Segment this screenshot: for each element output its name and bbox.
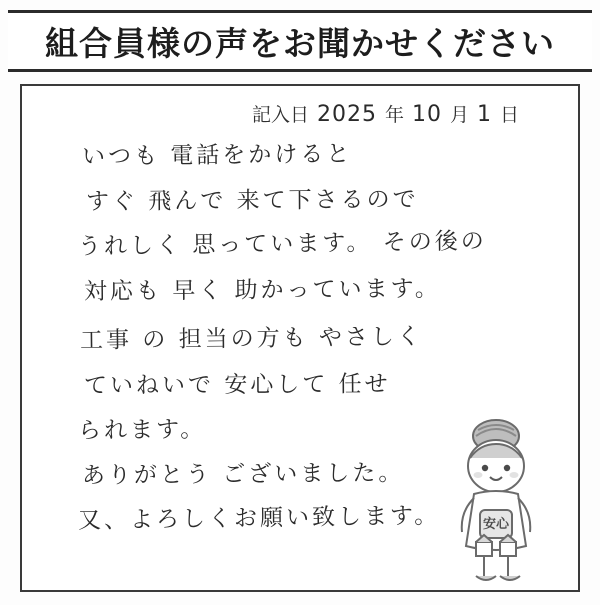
message-line: 又、よろしくお願い致します。 — [77, 502, 441, 534]
page-title: 組合員様の声をお聞かせください — [45, 23, 555, 63]
date-month-value[interactable]: 10 — [412, 102, 443, 127]
date-day-value[interactable]: 1 — [477, 102, 493, 127]
header-banner — [8, 10, 592, 72]
date-day-unit: 日 — [500, 104, 520, 126]
date-label: 記入日 — [252, 104, 310, 126]
message-line: うれしく 思っています。 その後の — [77, 228, 487, 260]
message-line: 工事 の 担当の方も やさしく — [79, 323, 424, 354]
message-line: いつも 電話をかけると — [81, 141, 353, 170]
message-line: られます。 — [77, 416, 207, 444]
date-year-unit: 年 — [385, 104, 405, 126]
date-year-value[interactable]: 2025 — [317, 102, 378, 127]
form-box — [20, 84, 580, 592]
anshin-mascot-icon — [434, 414, 554, 592]
message-line: 対応も 早く 助かっています。 — [83, 275, 441, 305]
date-line — [252, 100, 519, 127]
message-line: ていねいで 安心して 任せ — [83, 371, 391, 399]
message-line: すぐ 飛んで 来て下さるので — [85, 186, 419, 215]
date-month-unit: 月 — [450, 104, 470, 126]
message-line: ありがとう ございました。 — [81, 460, 405, 489]
mascot-badge-label: 安心 — [482, 517, 510, 532]
